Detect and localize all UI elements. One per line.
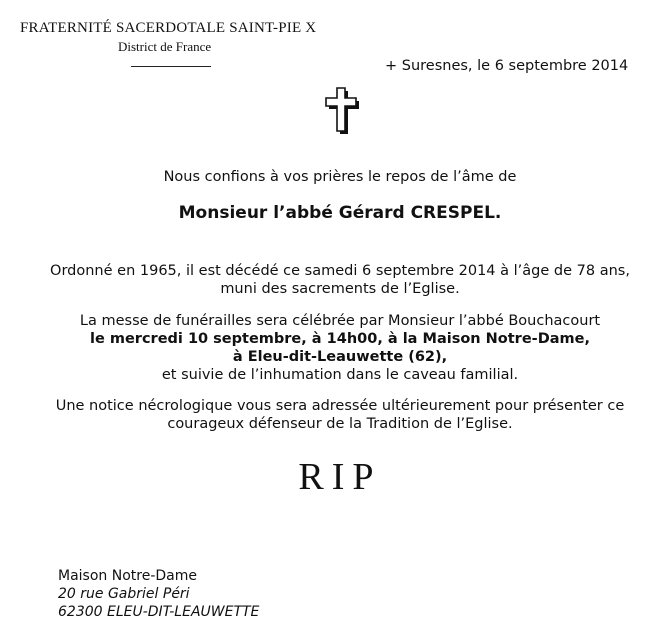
ordination-paragraph [0, 262, 650, 298]
place-date: + Suresnes, le 6 septembre 2014 [385, 58, 629, 74]
funeral-line: La messe de funérailles sera célébrée par Monsieur l’abbé Bouchacourt [79, 313, 601, 329]
district-name: District de France [118, 39, 212, 54]
rip-text: RIP [298, 456, 382, 498]
funeral-paragraph [0, 312, 650, 384]
header-divider [131, 66, 211, 67]
cross-icon [324, 85, 360, 135]
deceased-name: Monsieur l’abbé Gérard CRESPEL. [178, 203, 502, 223]
organization-name: FRATERNITÉ SACERDOTALE SAINT-PIE X [20, 20, 317, 36]
address-line: 62300 ELEU-DIT-LEAUWETTE [58, 604, 260, 620]
address-line: 20 rue Gabriel Péri [58, 586, 190, 602]
ordination-line: Ordonné en 1965, il est décédé ce samedi 6 septembre 2014 à l’âge de 78 ans, [50, 263, 630, 279]
address-block [58, 567, 259, 621]
ordination-line: muni des sacrements de l’Eglise. [220, 281, 460, 297]
address-line: Maison Notre-Dame [58, 568, 197, 584]
notice-line: Une notice nécrologique vous sera adressée ultérieurement pour présenter ce [55, 398, 625, 414]
funeral-line: et suivie de l’inhumation dans le caveau familial. [161, 367, 519, 383]
funeral-place-line: à Eleu-dit-Leauwette (62), [232, 349, 448, 365]
notice-paragraph [0, 397, 650, 433]
notice-line: courageux défenseur de la Tradition de l’Eglise. [167, 416, 513, 432]
intro-text: Nous confions à vos prières le repos de l’âme de [163, 169, 517, 185]
funeral-date-line: le mercredi 10 septembre, à 14h00, à la Maison Notre-Dame, [90, 331, 590, 347]
